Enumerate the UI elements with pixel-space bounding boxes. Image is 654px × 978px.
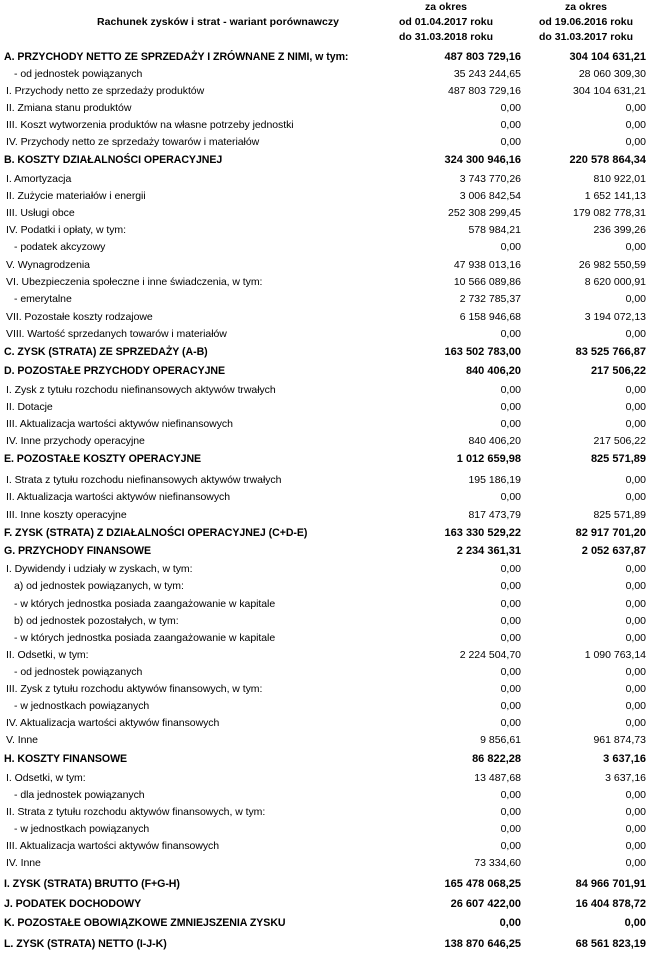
row-label: III. Aktualizacja wartości aktywów niefinansowych — [6, 418, 233, 430]
row-value-current-period: 9 856,61 — [480, 734, 521, 746]
row-label: - w jednostkach powiązanych — [14, 823, 150, 835]
row-value-previous-period: 0,00 — [625, 840, 646, 852]
row-value-current-period: 0,00 — [500, 580, 521, 592]
statement-row — [0, 472, 654, 489]
row-value-current-period: 817 473,79 — [468, 509, 521, 521]
row-value-current-period: 840 406,20 — [468, 435, 521, 447]
statement-row — [0, 188, 654, 205]
row-value-current-period: 324 300 946,16 — [444, 154, 521, 166]
row-value-current-period: 0,00 — [500, 102, 521, 114]
statement-row — [0, 525, 654, 542]
row-value-current-period: 0,00 — [500, 840, 521, 852]
statement-row — [0, 257, 654, 274]
row-value-previous-period: 0,00 — [625, 136, 646, 148]
row-value-current-period: 840 406,20 — [465, 365, 521, 377]
statement-row — [0, 344, 654, 361]
statement-row — [0, 309, 654, 326]
row-value-previous-period: 1 652 141,13 — [584, 190, 646, 202]
row-label: - w których jednostka posiada zaangażowanie w kapitale — [14, 632, 276, 644]
row-value-current-period: 3 006 842,54 — [459, 190, 521, 202]
row-value-current-period: 163 502 783,00 — [444, 346, 521, 358]
row-value-previous-period: 0,00 — [625, 598, 646, 610]
statement-row — [0, 274, 654, 291]
row-value-current-period: 0,00 — [500, 563, 521, 575]
statement-row — [0, 578, 654, 595]
statement-row — [0, 222, 654, 239]
row-value-current-period: 0,00 — [500, 136, 521, 148]
row-label: I. Przychody netto ze sprzedaży produktów — [6, 85, 205, 97]
row-label: L. ZYSK (STRATA) NETTO (I-J-K) — [4, 938, 167, 950]
row-value-previous-period: 0,00 — [625, 823, 646, 835]
row-value-current-period: 0,00 — [500, 806, 521, 818]
row-value-current-period: 0,00 — [500, 632, 521, 644]
row-value-previous-period: 961 874,73 — [593, 734, 646, 746]
row-value-current-period: 0,00 — [500, 683, 521, 695]
row-value-current-period: 10 566 089,86 — [453, 276, 521, 288]
statement-row — [0, 732, 654, 749]
row-label: IV. Aktualizacja wartości aktywów finansowych — [6, 717, 220, 729]
statement-row — [0, 896, 654, 913]
statement-row — [0, 134, 654, 151]
row-label: III. Usługi obce — [6, 207, 75, 219]
row-label: I. Zysk z tytułu rozchodu niefinansowych aktywów trwałych — [6, 384, 276, 396]
row-label: - od jednostek powiązanych — [14, 666, 143, 678]
statement-row — [0, 876, 654, 893]
row-value-current-period: 0,00 — [500, 241, 521, 253]
row-label: I. Strata z tytułu rozchodu niefinansowych aktywów trwałych — [6, 474, 282, 486]
row-value-previous-period: 0,00 — [625, 401, 646, 413]
row-label: II. Dotacje — [6, 401, 53, 413]
row-value-previous-period: 0,00 — [625, 293, 646, 305]
period-2-label: za okres — [564, 1, 608, 13]
row-value-current-period: 13 487,68 — [474, 772, 521, 784]
statement-row — [0, 855, 654, 872]
statement-row — [0, 715, 654, 732]
row-value-previous-period: 0,00 — [625, 491, 646, 503]
statement-row — [0, 664, 654, 681]
row-value-previous-period: 1 090 763,14 — [584, 649, 646, 661]
row-value-previous-period: 3 637,16 — [605, 772, 646, 784]
period-1-from: od 01.04.2017 roku — [399, 16, 493, 28]
statement-row — [0, 83, 654, 100]
row-value-current-period: 487 803 729,16 — [444, 51, 521, 63]
statement-row — [0, 239, 654, 256]
row-label: IV. Inne przychody operacyjne — [6, 435, 145, 447]
row-value-previous-period: 83 525 766,87 — [575, 346, 646, 358]
row-value-previous-period: 8 620 000,91 — [584, 276, 646, 288]
row-value-current-period: 0,00 — [500, 328, 521, 340]
row-label: I. Dywidendy i udziały w zyskach, w tym: — [6, 563, 193, 575]
row-value-previous-period: 825 571,89 — [590, 453, 646, 465]
row-value-current-period: 2 732 785,37 — [459, 293, 521, 305]
statement-row — [0, 630, 654, 647]
row-value-current-period: 252 308 299,45 — [448, 207, 521, 219]
row-label: I. ZYSK (STRATA) BRUTTO (F+G-H) — [4, 878, 180, 890]
row-value-previous-period: 0,00 — [625, 563, 646, 575]
row-label: I. Odsetki, w tym: — [6, 772, 86, 784]
row-value-current-period: 0,00 — [500, 119, 521, 131]
row-value-previous-period: 0,00 — [625, 857, 646, 869]
row-value-current-period: 0,00 — [500, 418, 521, 430]
statement-row — [0, 561, 654, 578]
period-1-label: za okres — [424, 1, 468, 13]
row-value-current-period: 0,00 — [500, 823, 521, 835]
row-value-previous-period: 217 506,22 — [590, 365, 646, 377]
row-value-current-period: 578 984,21 — [468, 224, 521, 236]
statement-row — [0, 770, 654, 787]
row-label: - podatek akcyzowy — [14, 241, 106, 253]
row-value-previous-period: 0,00 — [625, 102, 646, 114]
row-value-previous-period: 0,00 — [625, 700, 646, 712]
row-value-current-period: 0,00 — [500, 700, 521, 712]
statement-row — [0, 326, 654, 343]
row-label: V. Wynagrodzenia — [6, 259, 90, 271]
row-label: E. POZOSTAŁE KOSZTY OPERACYJNE — [4, 453, 202, 465]
row-label: III. Aktualizacja wartości aktywów finansowych — [6, 840, 220, 852]
row-label: IV. Przychody netto ze sprzedaży towarów i materiałów — [6, 136, 260, 148]
row-label: II. Zmiana stanu produktów — [6, 102, 132, 114]
row-label: IV. Inne — [6, 857, 41, 869]
row-value-previous-period: 0,00 — [625, 241, 646, 253]
statement-row — [0, 171, 654, 188]
row-value-previous-period: 28 060 309,30 — [578, 68, 646, 80]
row-value-current-period: 2 224 504,70 — [459, 649, 521, 661]
row-value-current-period: 0,00 — [500, 401, 521, 413]
row-label: II. Aktualizacja wartości aktywów niefinansowych — [6, 491, 231, 503]
row-value-previous-period: 26 982 550,59 — [578, 259, 646, 271]
statement-row — [0, 915, 654, 932]
row-value-current-period: 47 938 013,16 — [453, 259, 521, 271]
row-value-previous-period: 0,00 — [625, 418, 646, 430]
row-value-previous-period: 0,00 — [625, 717, 646, 729]
period-2-from: od 19.06.2016 roku — [539, 16, 633, 28]
row-label: III. Koszt wytworzenia produktów na własne potrzeby jednostki — [6, 119, 294, 131]
row-label: III. Inne koszty operacyjne — [6, 509, 127, 521]
statement-row — [0, 751, 654, 768]
row-label: H. KOSZTY FINANSOWE — [4, 753, 128, 765]
statement-row — [0, 451, 654, 468]
row-value-previous-period: 179 082 778,31 — [573, 207, 646, 219]
row-value-current-period: 0,00 — [500, 491, 521, 503]
row-value-previous-period: 2 052 637,87 — [581, 545, 646, 557]
row-value-current-period: 35 243 244,65 — [453, 68, 521, 80]
statement-row — [0, 66, 654, 83]
row-value-previous-period: 825 571,89 — [593, 509, 646, 521]
row-label: a) od jednostek powiązanych, w tym: — [14, 580, 184, 592]
statement-title: Rachunek zysków i strat - wariant porównawczy — [97, 16, 340, 28]
row-value-current-period: 0,00 — [500, 615, 521, 627]
row-label: b) od jednostek pozostałych, w tym: — [14, 615, 179, 627]
row-value-previous-period: 217 506,22 — [593, 435, 646, 447]
row-value-previous-period: 0,00 — [624, 917, 646, 929]
statement-row — [0, 416, 654, 433]
row-value-previous-period: 0,00 — [625, 580, 646, 592]
row-label: - w jednostkach powiązanych — [14, 700, 150, 712]
row-value-current-period: 0,00 — [500, 666, 521, 678]
row-value-previous-period: 236 399,26 — [593, 224, 646, 236]
row-value-current-period: 195 186,19 — [468, 474, 521, 486]
row-label: - emerytalne — [14, 293, 72, 305]
row-label: V. Inne — [6, 734, 38, 746]
row-label: D. POZOSTAŁE PRZYCHODY OPERACYJNE — [4, 365, 226, 377]
row-value-current-period: 0,00 — [499, 917, 521, 929]
row-label: B. KOSZTY DZIAŁALNOŚCI OPERACYJNEJ — [4, 154, 223, 166]
row-label: A. PRZYCHODY NETTO ZE SPRZEDAŻY I ZRÓWNANE Z NIMI, w tym: — [4, 51, 349, 63]
row-label: J. PODATEK DOCHODOWY — [4, 898, 142, 910]
row-label: - dla jednostek powiązanych — [14, 789, 145, 801]
statement-row — [0, 613, 654, 630]
row-label: I. Amortyzacja — [6, 173, 72, 185]
period-2-to: do 31.03.2017 roku — [539, 31, 633, 43]
statement-row — [0, 543, 654, 560]
row-value-previous-period: 16 404 878,72 — [575, 898, 646, 910]
row-value-current-period: 138 870 646,25 — [444, 938, 521, 950]
period-1-to: do 31.03.2018 roku — [399, 31, 493, 43]
row-value-previous-period: 0,00 — [625, 666, 646, 678]
row-value-previous-period: 0,00 — [625, 789, 646, 801]
statement-row — [0, 363, 654, 380]
row-value-current-period: 73 334,60 — [474, 857, 521, 869]
row-value-previous-period: 0,00 — [625, 632, 646, 644]
statement-row — [0, 596, 654, 613]
row-value-current-period: 0,00 — [500, 384, 521, 396]
statement-row — [0, 205, 654, 222]
statement-row — [0, 100, 654, 117]
row-value-current-period: 0,00 — [500, 717, 521, 729]
row-value-current-period: 165 478 068,25 — [444, 878, 521, 890]
row-label: III. Zysk z tytułu rozchodu aktywów finansowych, w tym: — [6, 683, 263, 695]
statement-row — [0, 49, 654, 66]
row-value-current-period: 487 803 729,16 — [448, 85, 521, 97]
row-value-current-period: 6 158 946,68 — [459, 311, 521, 323]
statement-row — [0, 787, 654, 804]
row-value-previous-period: 0,00 — [625, 683, 646, 695]
row-value-current-period: 1 012 659,98 — [456, 453, 521, 465]
row-value-previous-period: 0,00 — [625, 384, 646, 396]
row-value-previous-period: 304 104 631,21 — [569, 51, 646, 63]
period-1-header — [387, 0, 505, 45]
statement-row — [0, 382, 654, 399]
row-value-previous-period: 0,00 — [625, 119, 646, 131]
row-label: II. Strata z tytułu rozchodu aktywów finansowych, w tym: — [6, 806, 266, 818]
statement-row — [0, 681, 654, 698]
row-value-current-period: 26 607 422,00 — [450, 898, 521, 910]
row-label: G. PRZYCHODY FINANSOWE — [4, 545, 152, 557]
statement-row — [0, 489, 654, 506]
row-value-current-period: 86 822,28 — [472, 753, 521, 765]
row-value-previous-period: 3 637,16 — [603, 753, 646, 765]
statement-row — [0, 936, 654, 953]
row-value-current-period: 0,00 — [500, 598, 521, 610]
row-value-previous-period: 810 922,01 — [593, 173, 646, 185]
row-value-previous-period: 220 578 864,34 — [569, 154, 646, 166]
row-value-previous-period: 82 917 701,20 — [575, 527, 646, 539]
statement-row — [0, 152, 654, 169]
row-value-current-period: 163 330 529,22 — [444, 527, 521, 539]
row-label: VIII. Wartość sprzedanych towarów i materiałów — [6, 328, 227, 340]
row-value-previous-period: 304 104 631,21 — [573, 85, 646, 97]
row-value-current-period: 3 743 770,26 — [459, 173, 521, 185]
row-value-previous-period: 0,00 — [625, 615, 646, 627]
row-value-previous-period: 0,00 — [625, 806, 646, 818]
statement-row — [0, 291, 654, 308]
statement-row — [0, 117, 654, 134]
row-label: VI. Ubezpieczenia społeczne i inne świadczenia, w tym: — [6, 276, 263, 288]
row-label: - w których jednostka posiada zaangażowanie w kapitale — [14, 598, 276, 610]
row-label: II. Odsetki, w tym: — [6, 649, 89, 661]
row-label: - od jednostek powiązanych — [14, 68, 143, 80]
row-value-previous-period: 0,00 — [625, 474, 646, 486]
row-label: F. ZYSK (STRATA) Z DZIAŁALNOŚCI OPERACYJNEJ (C+D-E) — [4, 527, 308, 539]
statement-row — [0, 507, 654, 524]
row-label: II. Zużycie materiałów i energii — [6, 190, 146, 202]
statement-row — [0, 804, 654, 821]
row-value-current-period: 0,00 — [500, 789, 521, 801]
row-label: C. ZYSK (STRATA) ZE SPRZEDAŻY (A-B) — [4, 346, 208, 358]
row-label: IV. Podatki i opłaty, w tym: — [6, 224, 126, 236]
statement-row — [0, 698, 654, 715]
statement-row — [0, 433, 654, 450]
statement-row — [0, 647, 654, 664]
statement-row — [0, 399, 654, 416]
period-2-header — [527, 0, 645, 45]
statement-row — [0, 821, 654, 838]
row-label: VII. Pozostałe koszty rodzajowe — [6, 311, 153, 323]
statement-row — [0, 838, 654, 855]
row-value-previous-period: 84 966 701,91 — [575, 878, 646, 890]
row-value-previous-period: 68 561 823,19 — [575, 938, 646, 950]
row-label: K. POZOSTAŁE OBOWIĄZKOWE ZMNIEJSZENIA ZYSKU — [4, 917, 286, 929]
row-value-current-period: 2 234 361,31 — [456, 545, 521, 557]
row-value-previous-period: 0,00 — [625, 328, 646, 340]
row-value-previous-period: 3 194 072,13 — [584, 311, 646, 323]
